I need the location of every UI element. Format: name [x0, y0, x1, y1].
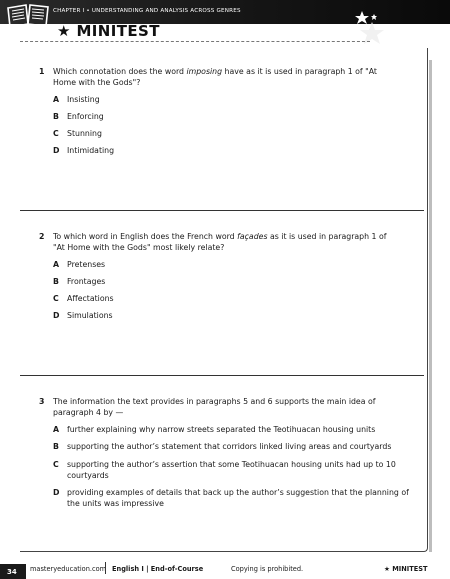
option-text: Pretenses: [67, 260, 106, 269]
stem-emphasis: façades: [237, 232, 268, 241]
option-text: supporting the author’s assertion that some Teotihuacan housing units had up to 10 courtyards: [67, 460, 396, 480]
stem-text: as it is used in paragraph 1 of "At Home with the Gods" most likely relate?: [53, 232, 387, 252]
open-book-icon: [5, 2, 51, 28]
option-letter: B: [53, 442, 59, 451]
option-text: Simulations: [67, 311, 113, 320]
option-letter: C: [53, 460, 59, 469]
option-letter: A: [53, 95, 60, 104]
option-text: Intimidating: [67, 146, 115, 155]
header-dashed-rule: [20, 41, 370, 42]
stars-decoration-icon: [350, 0, 450, 50]
option-text: Enforcing: [67, 112, 104, 121]
option-letter: C: [53, 294, 59, 303]
option-text: Insisting: [67, 95, 100, 104]
question-stem: The information the text provides in paragraphs 5 and 6 supports the main idea of paragraph 4 by —: [53, 397, 376, 417]
question-stem: [53, 67, 393, 88]
option-text: further explaining why narrow streets separated the Teotihuacan housing units: [67, 425, 376, 434]
question-stem: [53, 232, 393, 253]
option-letter: C: [53, 129, 59, 138]
footer-course: English I | End-of-Course: [112, 565, 204, 573]
chapter-label: CHAPTER I • UNDERSTANDING AND ANALYSIS ACROSS GENRES: [53, 8, 241, 14]
footer-separator: [105, 562, 106, 574]
option-letter: D: [53, 146, 60, 155]
option-text: supporting the author’s statement that corridors linked living areas and courtyards: [67, 442, 392, 451]
option-letter: A: [53, 425, 60, 434]
stem-text: have as it is used in paragraph 1 of "At Home with the Gods"?: [53, 67, 377, 87]
option-letter: D: [53, 311, 60, 320]
option-text: Frontages: [67, 277, 106, 286]
question-number: 3: [39, 397, 45, 406]
page-title: ★ MINITEST: [57, 22, 160, 40]
option-text: Affectations: [67, 294, 114, 303]
option-letter: A: [53, 260, 60, 269]
option-letter: B: [53, 112, 59, 121]
option-letter: D: [53, 488, 60, 497]
option-letter: B: [53, 277, 59, 286]
page-header: [0, 0, 450, 48]
stem-text: To which word in English does the French word: [53, 232, 238, 241]
frame-shadow: [429, 60, 432, 552]
stem-text: Which connotation does the word: [53, 67, 187, 76]
page-number: 34: [7, 568, 17, 576]
option-text: Stunning: [67, 129, 102, 138]
footer-section: ★ MINITEST: [384, 565, 428, 573]
question-divider: [20, 375, 424, 376]
page-footer: [0, 556, 450, 579]
option-text: providing examples of details that back up the author’s suggestion that the planning of the units was impressive: [67, 488, 409, 508]
question-number: 1: [39, 67, 45, 76]
stem-emphasis: imposing: [186, 67, 223, 76]
question-number: 2: [39, 232, 45, 241]
question-divider: [20, 210, 424, 211]
footer-copyright: Copying is prohibited.: [231, 565, 304, 573]
footer-site: masteryeducation.com: [30, 565, 107, 573]
